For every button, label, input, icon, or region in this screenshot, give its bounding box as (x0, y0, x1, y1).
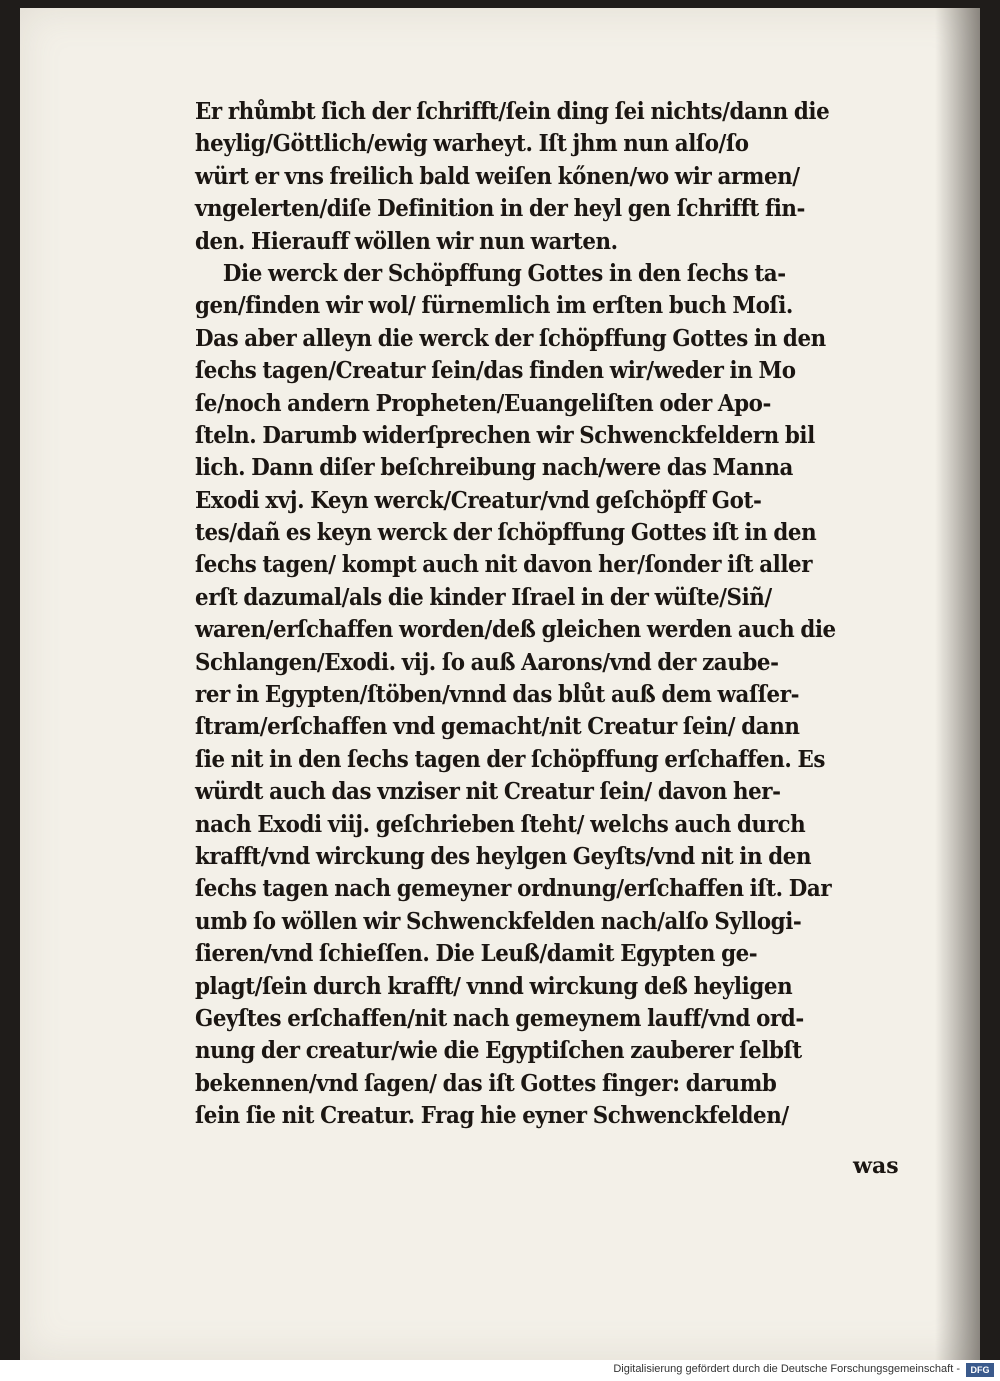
text-line-22: würdt auch das vnziser nit Creatur ſein/ davon her- (195, 778, 781, 806)
text-line-27: ſieren/vnd ſchieſſen. Die Leuß/damit Egypten ge- (195, 940, 758, 968)
text-line-11: ſteln. Darumb widerſprechen wir Schwenckfeldern bil (195, 421, 815, 449)
catchword: was (853, 1153, 899, 1179)
digitization-credit: Digitalisierung gefördert durch die Deutsche Forschungsgemeinschaft - (613, 1363, 960, 1375)
text-line-15: ſechs tagen/ kompt auch nit davon her/ſonder iſt aller (195, 551, 813, 579)
text-line-2: heylig/Göttlich/ewig warheyt. Iſt jhm nun alſo/ſo (195, 130, 749, 158)
text-line-7: gen/finden wir wol/ fürnemlich im erſten buch Moſi. (195, 292, 793, 320)
text-line-8: Das aber alleyn die werck der ſchöpffung Gottes in den (195, 324, 826, 352)
text-line-31: bekennen/vnd ſagen/ das iſt Gottes finger: darumb (195, 1069, 777, 1097)
text-line-12: lich. Dann diſer beſchreibung nach/were das Manna (195, 454, 793, 482)
text-line-6: Die werck der Schöpffung Gottes in den ſechs ta- (222, 259, 786, 287)
text-line-17: waren/erſchaffen worden/deß gleichen werden auch die (195, 616, 836, 644)
text-line-14: tes/dañ es keyn werck der ſchöpffung Gottes iſt in den (195, 519, 817, 547)
text-line-5: den. Hierauff wöllen wir nun warten. (195, 227, 618, 255)
text-line-21: ſie nit in den ſechs tagen der ſchöpffung erſchaffen. Es (195, 745, 825, 773)
text-line-1: Er rhůmbt ſich der ſchrifft/ſein ding ſei nichts/dann die (195, 98, 830, 125)
text-line-18: Schlangen/Exodi. vij. ſo auß Aarons/vnd der zaube- (195, 648, 779, 676)
footer-bar (0, 1360, 1000, 1381)
text-line-19: rer in Egypten/ſtöben/vnnd das blůt auß dem waſſer- (195, 681, 800, 709)
page-gutter-shadow (935, 8, 980, 1360)
text-line-28: plagt/ſein durch krafft/ vnnd wirckung deß heyligen (195, 972, 793, 1000)
text-line-23: nach Exodi viij. geſchrieben ſteht/ welchs auch durch (195, 810, 806, 838)
text-line-3: würt er vns freilich bald weiſen kőnen/wo wir armen/ (195, 162, 800, 190)
body-text (195, 96, 920, 1133)
text-line-32: ſein ſie nit Creatur. Frag hie eyner Schwenckfelden/ (195, 1102, 789, 1130)
dfg-logo-icon: DFG (966, 1363, 994, 1377)
text-line-24: krafft/vnd wirckung des heylgen Geyſts/vnd nit in den (195, 842, 812, 870)
text-line-13: Exodi xvj. Keyn werck/Creatur/vnd geſchöpff Got- (195, 486, 762, 514)
text-line-26: umb ſo wöllen wir Schwenckfelden nach/alſo Syllogi- (195, 907, 802, 935)
text-line-10: ſe/noch andern Propheten/Euangeliſten oder Apo- (195, 389, 771, 417)
text-line-25: ſechs tagen nach gemeyner ordnung/erſchaffen iſt. Dar (195, 875, 832, 903)
text-line-30: nung der creatur/wie die Egyptiſchen zauberer ſelbſt (195, 1037, 802, 1065)
text-line-20: ſtram/erſchaffen vnd gemacht/nit Creatur ſein/ dann (195, 713, 800, 741)
text-line-16: erſt dazumal/als die kinder Iſrael in der wüſte/Siñ/ (195, 583, 772, 611)
text-line-29: Geyſtes erſchaffen/nit nach gemeynem lauff/vnd ord- (195, 1004, 804, 1032)
text-line-4: vngelerten/diſe Definition in der heyl gen ſchrifft fin- (195, 195, 806, 223)
text-line-9: ſechs tagen/Creatur ſein/das finden wir/weder in Mo (195, 357, 796, 385)
